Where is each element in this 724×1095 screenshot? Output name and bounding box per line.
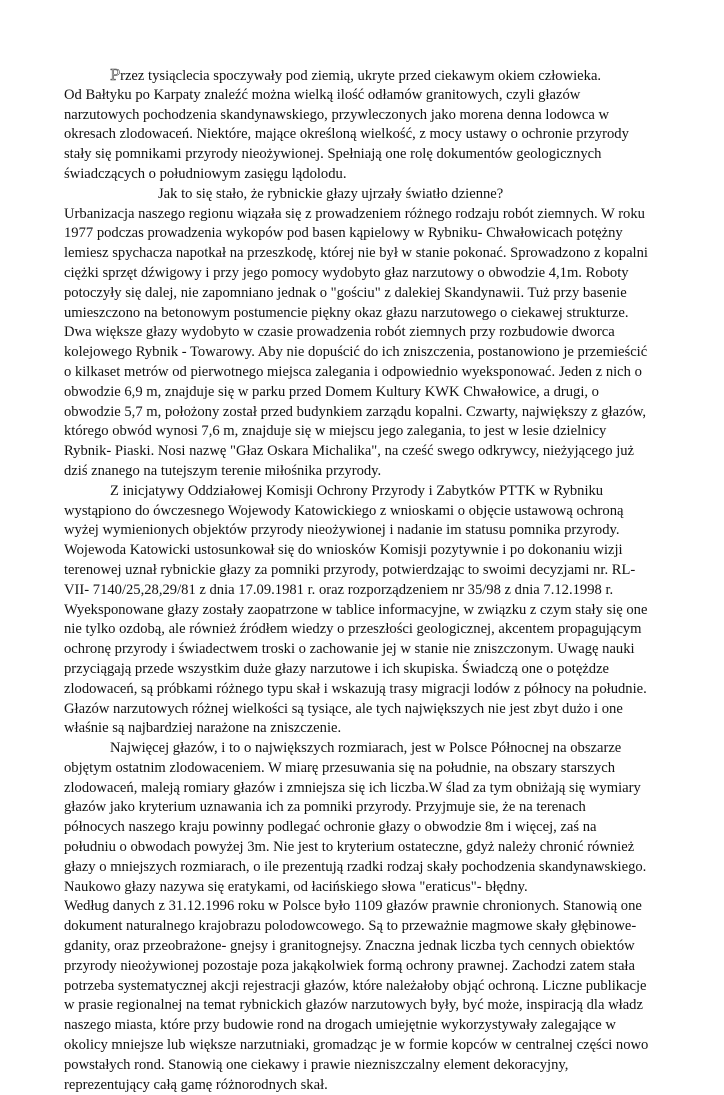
- text-line: [64, 462, 664, 482]
- text-line-content: obwodzie 6,9 m, znajduje się w parku przed Domem Kultury KWK Chwałowice, a drugi, o: [64, 383, 599, 400]
- text-line-content: zlodowaceń, są próbkami różnego typu skał i wskazują trasy migracji lodów z północy na południe.: [64, 680, 647, 697]
- text-line: [64, 125, 664, 145]
- initial-letter: P: [110, 66, 121, 84]
- text-line: [64, 244, 664, 264]
- text-line: [64, 739, 664, 759]
- text-line: [64, 106, 664, 126]
- text-line: [64, 323, 664, 343]
- text-line-content: w prasie regionalnej na temat rybnickich głazów narzutowych były, być może, inspiracją dla władz: [64, 997, 643, 1014]
- text-line: [64, 838, 664, 858]
- text-line: [64, 878, 664, 898]
- text-line-content: rzez tysiąclecia spoczywały pod ziemią, ukryte przed ciekawym okiem człowieka.: [120, 68, 602, 84]
- text-line-content: narzutowych pochodzenia skandynawskiego, przywleczonych jako morena denna lodowca w: [64, 106, 610, 123]
- text-line: [64, 165, 664, 185]
- text-line-content: Wyeksponowane głazy zostały zaopatrzone w tablice informacyjne, w związku z czym stały się one: [64, 601, 648, 618]
- text-line: [64, 403, 664, 423]
- text-line: [64, 620, 664, 640]
- text-line-content: kolejowego Rybnik - Towarowy. Aby nie dopuścić do ich zniszczenia, postanowiono je przemieścić: [64, 344, 648, 361]
- text-line-content: reprezentujący całą gamę różnorodnych skał.: [64, 1076, 328, 1093]
- text-line: [64, 442, 664, 462]
- text-line: [64, 502, 664, 522]
- text-line: [64, 66, 664, 86]
- text-line: [64, 304, 664, 324]
- text-line: [64, 264, 664, 284]
- text-line: [64, 977, 664, 997]
- text-line-content: wystąpiono do ówczesnego Wojewody Katowickiego z wnioskami o objęcie ustawową ochroną: [64, 502, 624, 519]
- text-line: [64, 1036, 664, 1056]
- text-line: [64, 86, 664, 106]
- text-line-content: Rybnik- Piaski. Nosi nazwę "Głaz Oskara Michalika", na cześć swego odkrywcy, nieżyjącego już: [64, 443, 635, 460]
- text-line-content: Jak to się stało, że rybnickie głazy ujrzały światło dzienne?: [158, 185, 504, 202]
- text-line-content: okresach zlodowaceń. Niektóre, mające określoną wielkość, z mocy ustawy o ochronie przyrody: [64, 126, 629, 143]
- text-line: [64, 917, 664, 937]
- text-line-content: Najwięcej głazów, i to o największych rozmiarach, jest w Polsce Północnej na obszarze: [110, 740, 622, 757]
- text-line-content: Dwa większe głazy wydobyto w czasie prowadzenia robót ziemnych przy rozbudowie dworca: [64, 324, 615, 341]
- text-line-content: świadczących o południowym zasięgu lądolodu.: [64, 165, 347, 182]
- text-line: [64, 700, 664, 720]
- text-line-content: ochronę przyrody i świadectwem troski o zachowanie jej w stanie nie zniszczonym. Uwagę nauki: [64, 641, 635, 658]
- text-line-content: południu o obwodach powyżej 3m. Nie jest to kryterium ostateczne, gdyż należy chronić również: [64, 839, 635, 856]
- text-line: [64, 719, 664, 739]
- text-line: [64, 343, 664, 363]
- text-line-content: dziś znanego na tutejszym terenie miłośnika przyrody.: [64, 462, 382, 479]
- text-line: [64, 660, 664, 680]
- text-line-content: objętym ostatnim zlodowaceniem. W miarę przesuwania się na południe, na obszary starszych: [64, 759, 616, 776]
- text-line-content: umieszczono na betonowym postumencie piękny okaz głazu narzutowego o ciekawej strukturze.: [64, 304, 629, 321]
- text-line: [64, 205, 664, 225]
- text-line-content: Wojewoda Katowicki ustosunkował się do wniosków Komisji pozytywnie i po dokonaniu wizji: [64, 542, 623, 559]
- text-line-content: ciężki sprzęt dźwigowy i przy jego pomocy wydobyto głaz narzutowy o obwodzie 4,1m. Roboty: [64, 264, 629, 281]
- text-line-content: stały się pomnikami przyrody nieożywionej. Spełniają one rolę dokumentów geologicznych: [64, 146, 602, 163]
- text-line-content: przyciągają przede wszystkim duże głazy narzutowe i ich skupiska. Świadczą one o potężdze: [64, 660, 610, 677]
- text-line: [64, 759, 664, 779]
- text-line-content: wyżej wymienionych objektów przyrody nieożywionej i nadanie im statusu pomnika przyrody.: [64, 522, 620, 539]
- text-line: [64, 561, 664, 581]
- text-line: [64, 640, 664, 660]
- text-line-content: gdanity, oraz przeobrażone- gnejsy i granitognejsy. Znaczna jednak liczba tych cennych obiektów: [64, 938, 635, 955]
- text-line: [64, 185, 664, 205]
- text-line-content: Urbanizacja naszego regionu wiązała się z prowadzeniem różnego rodzaju robót ziemnych. W roku: [64, 205, 645, 222]
- text-line: [64, 145, 664, 165]
- text-line-content: Głazów narzutowych różnej wielkości są tysiące, ale tych największych nie jest zbyt dużo i one: [64, 700, 623, 717]
- text-line: [64, 601, 664, 621]
- text-line: [64, 1076, 664, 1095]
- text-line-content: którego obwód wynosi 7,6 m, znajduje się w miejscu jego zalegania, to jest w lesie dzielnicy: [64, 423, 607, 440]
- text-line-content: Z inicjatywy Oddziałowej Komisji Ochrony Przyrody i Zabytków PTTK w Rybniku: [110, 482, 604, 499]
- text-line: [64, 521, 664, 541]
- text-line-content: potoczyły się dalej, nie zapomniano jednak o "gościu" z dalekiej Skandynawii. Tuż przy basenie: [64, 284, 627, 301]
- text-line-content: dokument naturalnego krajobrazu polodowcowego. Są to przeważnie magmowe skały głębinowe-: [64, 918, 637, 935]
- text-line: [64, 937, 664, 957]
- text-line: [64, 858, 664, 878]
- text-line-content: powstałych rond. Stanowią one ciekawy i prawie niezniszczalny element dekoracyjny,: [64, 1056, 569, 1073]
- text-line: [64, 363, 664, 383]
- text-line: [64, 798, 664, 818]
- text-line: [64, 422, 664, 442]
- text-line-content: Naukowo głazy nazywa się eratykami, od łacińskiego słowa "eraticus"- błędny.: [64, 878, 528, 895]
- text-line: [64, 383, 664, 403]
- text-line-content: o kilkaset metrów od pierwotnego miejsca zalegania i odpowiednio wyeksponować. Jeden z nich o: [64, 363, 642, 380]
- text-line-content: Według danych z 31.12.1996 roku w Polsce było 1109 głazów prawnie chronionych. Stanowią one: [64, 898, 642, 915]
- text-line: [64, 541, 664, 561]
- text-line: [64, 1056, 664, 1076]
- text-line-content: przyrody nieożywionej pozostaje poza jakąkolwiek formą ochrony prawnej. Zachodzi zatem stała: [64, 957, 635, 974]
- text-line-content: okolicy mniejsze lub większe narzutniaki, gromadząc je w formie kopców w centralnej części nowo: [64, 1037, 649, 1054]
- text-line-content: terenowej uznał rybnickie głazy za pomniki przyrody, potwierdzając to swoimi decyzjami nr. RL-: [64, 561, 636, 578]
- text-line-content: 1977 podczas prowadzenia wykopów pod basen kąpielowy w Rybniku- Chwałowicach potężny: [64, 225, 623, 242]
- text-line: [64, 779, 664, 799]
- text-line-content: obwodzie 5,7 m, położony został przed budynkiem zarządu kopalni. Czwarty, największy z głazów,: [64, 403, 647, 420]
- text-line: [64, 680, 664, 700]
- text-line: [64, 1016, 664, 1036]
- text-line: [64, 224, 664, 244]
- text-line-content: VII- 7140/25,28,29/81 z dnia 17.09.1981 r. oraz rozporządzeniem nr 35/98 z dnia 7.12.1998 r.: [64, 581, 614, 598]
- text-line-content: północych naszego kraju powinny podlegać ochronie głazy o obwodzie 8m i więcej, zaś na: [64, 819, 597, 836]
- text-line-content: nie tylko ozdobą, ale również źródłem wiedzy o przeszłości geologicznej, akcentem propagującym: [64, 621, 642, 638]
- text-line: [64, 818, 664, 838]
- text-line-content: właśnie są najbardziej narażone na zniszczenie.: [64, 720, 342, 737]
- text-line: [64, 284, 664, 304]
- text-line: [64, 482, 664, 502]
- document-body: [64, 66, 664, 1095]
- text-line-content: Od Bałtyku po Karpaty znaleźć można wielką ilość odłamów granitowych, czyli głazów: [64, 86, 581, 103]
- text-line-content: lemiesz spychacza napotkał na przeszkodę, której nie był w stanie pokonać. Sprowadzono z kopalni: [64, 245, 648, 262]
- text-line: [64, 957, 664, 977]
- text-line-content: głazy o mniejszych rozmiarach, o ile prezentują rzadki rodzaj skały pochodzenia skandynawskiego.: [64, 858, 647, 875]
- text-line-content: zlodowaceń, maleją romiary głazów i zmniejsza się ich liczba.W ślad za tym obniżają się wymiary: [64, 779, 641, 796]
- text-line: [64, 581, 664, 601]
- text-line: [64, 897, 664, 917]
- text-line-content: naszego miasta, które przy budowie rond na drogach umiejętnie wykorzystywały zalegające w: [64, 1017, 616, 1034]
- text-line: [64, 996, 664, 1016]
- text-line-content: głazów jako kryterium uznawania ich za pomniki przyrody. Przyjmuje sie, że na terenach: [64, 799, 586, 816]
- text-line-content: potrzeba systematycznej akcji rejestracji głazów, które należałoby objąć ochroną. Liczne publikacje: [64, 977, 647, 994]
